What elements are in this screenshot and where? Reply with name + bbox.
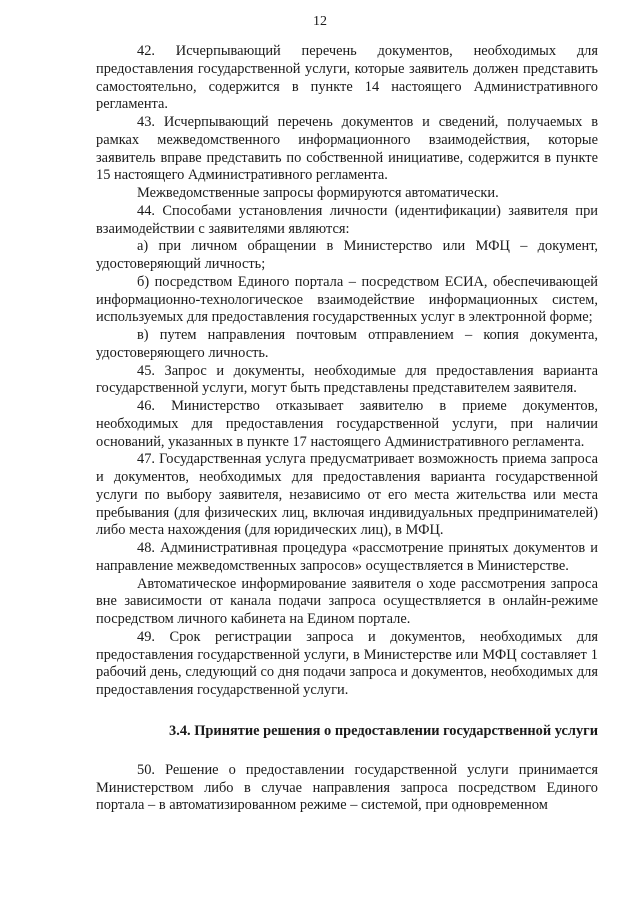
paragraph-44: 44. Способами установления личности (идентификации) заявителя при взаимодействии с заявителями являются: — [96, 202, 598, 237]
paragraph-49: 49. Срок регистрации запроса и документов, необходимых для предоставления государственной услуги, в Министерстве или МФЦ составляет 1 рабочий день, следующий со дня подачи запроса и документов, необходимых для предоставления государственной услуги. — [96, 628, 598, 698]
paragraph-auto-informing: Автоматическое информирование заявителя о ходе рассмотрения запроса вне зависимости от канала подачи запроса осуществляется в онлайн-режиме посредством личного кабинета на Едином портале. — [96, 575, 598, 627]
paragraph-44-b: б) посредством Единого портала – посредством ЕСИА, обеспечивающей информационно-технологическое взаимодействие информационных систем, используемых для предоставления государственных услуг в электронной форме; — [96, 273, 598, 326]
page-number: 12 — [313, 14, 327, 29]
paragraph-43: 43. Исчерпывающий перечень документов и сведений, получаемых в рамках межведомственного информационного взаимодействия, которые заявитель вправе представить по собственной инициативе, содержится в пункте 15 настоящего Административного регламента. — [96, 114, 598, 184]
paragraph-44-v: в) путем направления почтовым отправлением – копия документа, удостоверяющего личность. — [96, 327, 598, 361]
paragraph-42: 42. Исчерпывающий перечень документов, необходимых для предоставления государственной услуги, которые заявитель должен представить самостоятельно, содержится в пункте 14 настоящего Административного регламента. — [96, 43, 598, 113]
paragraph-interagency-requests: Межведомственные запросы формируются автоматически. — [137, 185, 499, 201]
paragraph-47: 47. Государственная услуга предусматривает возможность приема запроса и документов, необходимых для предоставления варианта государственной услуги по выбору заявителя, независимо от его места жительства или места пребывания (для физических лиц, включая индивидуальных предпринимателей) либо места нахождения (для юридических лиц), в МФЦ. — [96, 451, 598, 539]
paragraph-46: 46. Министерство отказывает заявителю в приеме документов, необходимых для предоставления государственной услуги, при наличии оснований, указанных в пункте 17 настоящего Административного регламента. — [96, 398, 598, 450]
paragraph-44-a: а) при личном обращении в Министерство или МФЦ – документ, удостоверяющий личность; — [96, 238, 598, 272]
paragraph-45: 45. Запрос и документы, необходимые для предоставления варианта государственной услуги, могут быть представлены представителем заявителя. — [96, 362, 598, 397]
paragraph-50: 50. Решение о предоставлении государственной услуги принимается Министерством либо в случае направления запроса посредством Единого портала – в автоматизированном режиме – системой, при одновременном — [96, 761, 598, 814]
section-heading: 3.4. Принятие решения о предоставлении государственной услуги — [169, 722, 598, 739]
document-body — [96, 43, 598, 815]
paragraph-48: 48. Административная процедура «рассмотрение принятых документов и направление межведомственных запросов» осуществляется в Министерстве. — [96, 540, 598, 574]
